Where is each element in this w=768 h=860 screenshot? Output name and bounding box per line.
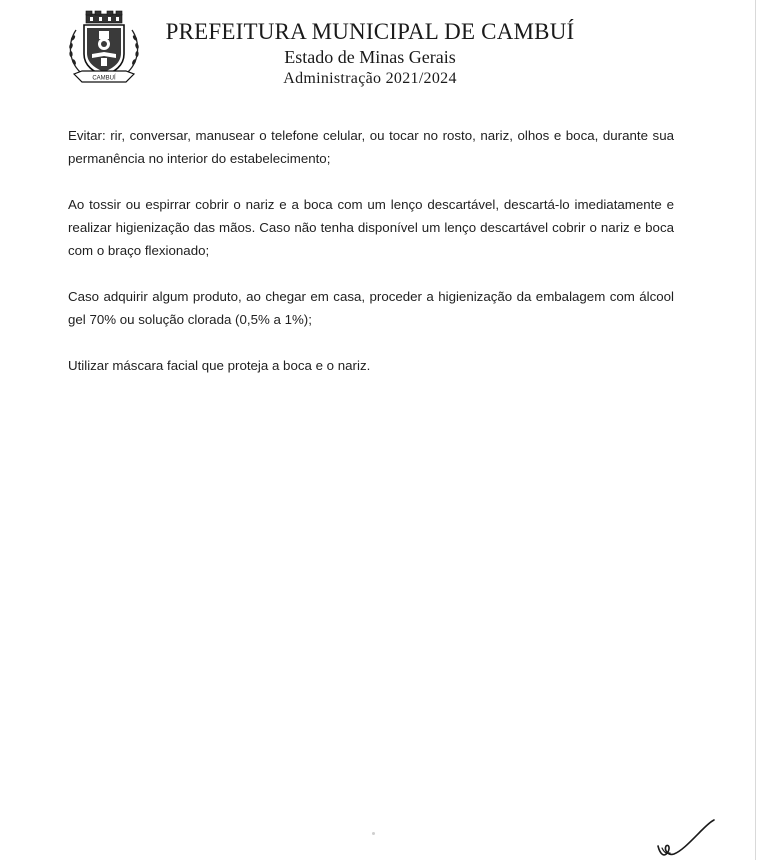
letterhead-state: Estado de Minas Gerais xyxy=(284,47,456,67)
paragraph-4: Utilizar máscara facial que proteja a boca e o nariz. xyxy=(68,358,371,373)
letterhead xyxy=(150,18,590,89)
paragraph-2: Ao tossir ou espirrar cobrir o nariz e a boca com um lenço descartável, descartá-lo imediatamente e realizar higienização das mãos. Caso não tenha disponível um lenço descartável cobrir o nariz e boca com o braço flexionado; xyxy=(68,197,674,258)
letterhead-title: PREFEITURA MUNICIPAL DE CAMBUÍ xyxy=(165,19,575,44)
coat-of-arms-icon xyxy=(64,8,144,88)
paragraph-3: Caso adquirir algum produto, ao chegar em casa, proceder a higienização da embalagem com álcool gel 70% ou solução clorada (0,5% a 1%); xyxy=(68,289,674,327)
document-body xyxy=(68,124,674,400)
coat-ribbon-text: CAMBUÍ xyxy=(92,75,116,82)
letterhead-administration: Administração 2021/2024 xyxy=(283,70,457,87)
signature-icon xyxy=(652,816,722,860)
scan-edge-line xyxy=(755,0,756,860)
paragraph-1: Evitar: rir, conversar, manusear o telefone celular, ou tocar no rosto, nariz, olhos e boca, durante sua permanência no interior do estabelecimento; xyxy=(68,128,674,166)
scan-speck xyxy=(372,832,375,835)
